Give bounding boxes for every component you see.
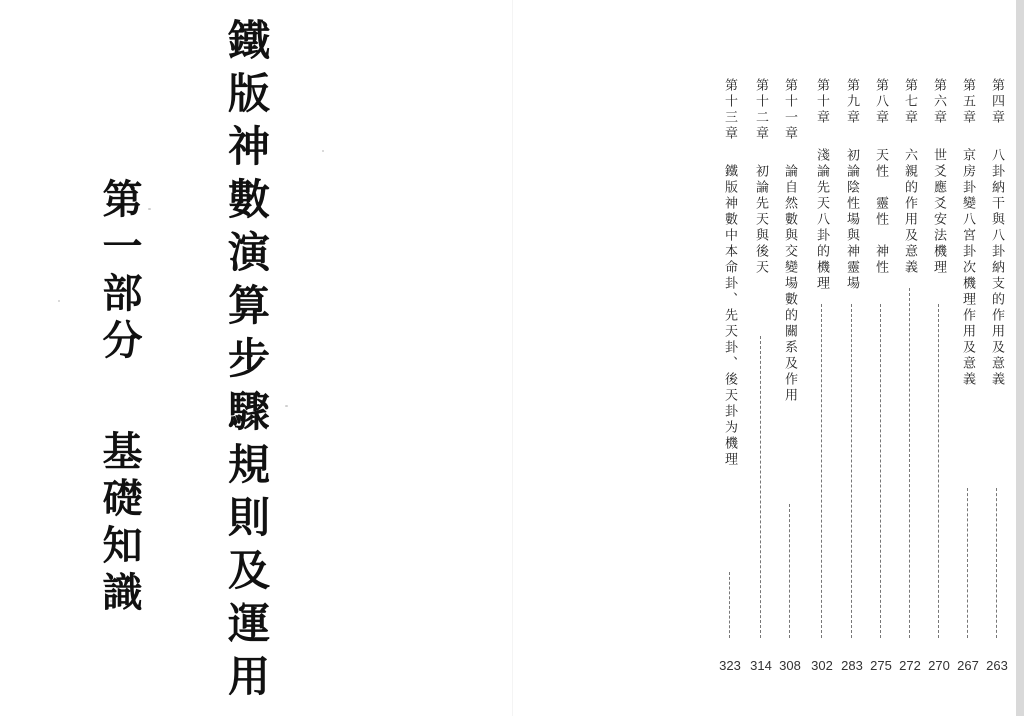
toc-entry [841, 78, 863, 690]
toc-dotted-leader [760, 336, 761, 638]
toc-entry [779, 78, 801, 690]
toc-chapter: 第六章 [931, 78, 946, 126]
toc-entry-title: 六親的作用及意義 [902, 148, 917, 276]
toc-entry-title: 論自然數與交變場數的關系及作用 [782, 164, 797, 404]
toc-dotted-leader [938, 304, 939, 638]
toc-chapter: 第八章 [873, 78, 888, 126]
toc-dotted-leader [729, 572, 730, 638]
scan-speck [285, 405, 288, 407]
scan-speck [58, 300, 60, 302]
scan-edge-shadow [1016, 0, 1024, 716]
toc-entry-title: 八卦納干與八卦納支的作用及意義 [989, 148, 1004, 388]
toc-dotted-leader [967, 488, 968, 638]
toc-dotted-leader [996, 488, 997, 638]
toc-dotted-leader [821, 304, 822, 638]
toc-page-number: 272 [899, 658, 921, 673]
toc-entry-title: 鐵版神數中本命卦、先天卦、後天卦为機理 [722, 164, 737, 468]
toc-chapter: 第七章 [902, 78, 917, 126]
toc-chapter: 第十章 [814, 78, 829, 126]
toc-chapter: 第九章 [844, 78, 859, 126]
toc-entry [719, 78, 741, 690]
toc-page-number: 270 [928, 658, 950, 673]
toc-chapter: 第五章 [960, 78, 975, 126]
toc-entry [986, 78, 1008, 690]
toc-dotted-leader [851, 304, 852, 638]
toc-entry [928, 78, 950, 690]
toc-chapter: 第四章 [989, 78, 1004, 126]
toc-dotted-leader [789, 504, 790, 638]
toc-page-number: 275 [870, 658, 892, 673]
scan-speck [148, 208, 151, 210]
toc-dotted-leader [880, 304, 881, 638]
toc-entry-title: 京房卦變八宮卦次機理作用及意義 [960, 148, 975, 388]
book-main-title: 鐵版神數演算步驟規則及運用 [222, 18, 271, 707]
toc-entry-title: 初論陰性場與神靈場 [844, 148, 859, 292]
toc-chapter: 第十二章 [753, 78, 768, 142]
toc-entry-title: 淺論先天八卦的機理 [814, 148, 829, 292]
toc-entry [750, 78, 772, 690]
part-subtitle: 基礎知識 [96, 430, 142, 618]
page-gutter [512, 0, 513, 716]
toc-page-number: 302 [811, 658, 833, 673]
toc-page-number: 308 [779, 658, 801, 673]
toc-entry [870, 78, 892, 690]
part-title: 第一部分 [96, 178, 142, 366]
toc-entry-title: 天性 靈性 神性 [873, 148, 888, 276]
toc-page-number: 314 [750, 658, 772, 673]
scan-speck [322, 150, 324, 152]
toc-page-number: 283 [841, 658, 863, 673]
toc-chapter: 第十一章 [782, 78, 797, 142]
toc-entry-title: 初論先天與後天 [753, 164, 768, 276]
toc-chapter: 第十三章 [722, 78, 737, 142]
toc-entry [957, 78, 979, 690]
toc-entry-title: 世爻應爻安法機理 [931, 148, 946, 276]
toc-entry [899, 78, 921, 690]
toc-entry [811, 78, 833, 690]
toc-page-number: 263 [986, 658, 1008, 673]
toc-page-number: 267 [957, 658, 979, 673]
toc-page-number: 323 [719, 658, 741, 673]
toc-dotted-leader [909, 288, 910, 638]
